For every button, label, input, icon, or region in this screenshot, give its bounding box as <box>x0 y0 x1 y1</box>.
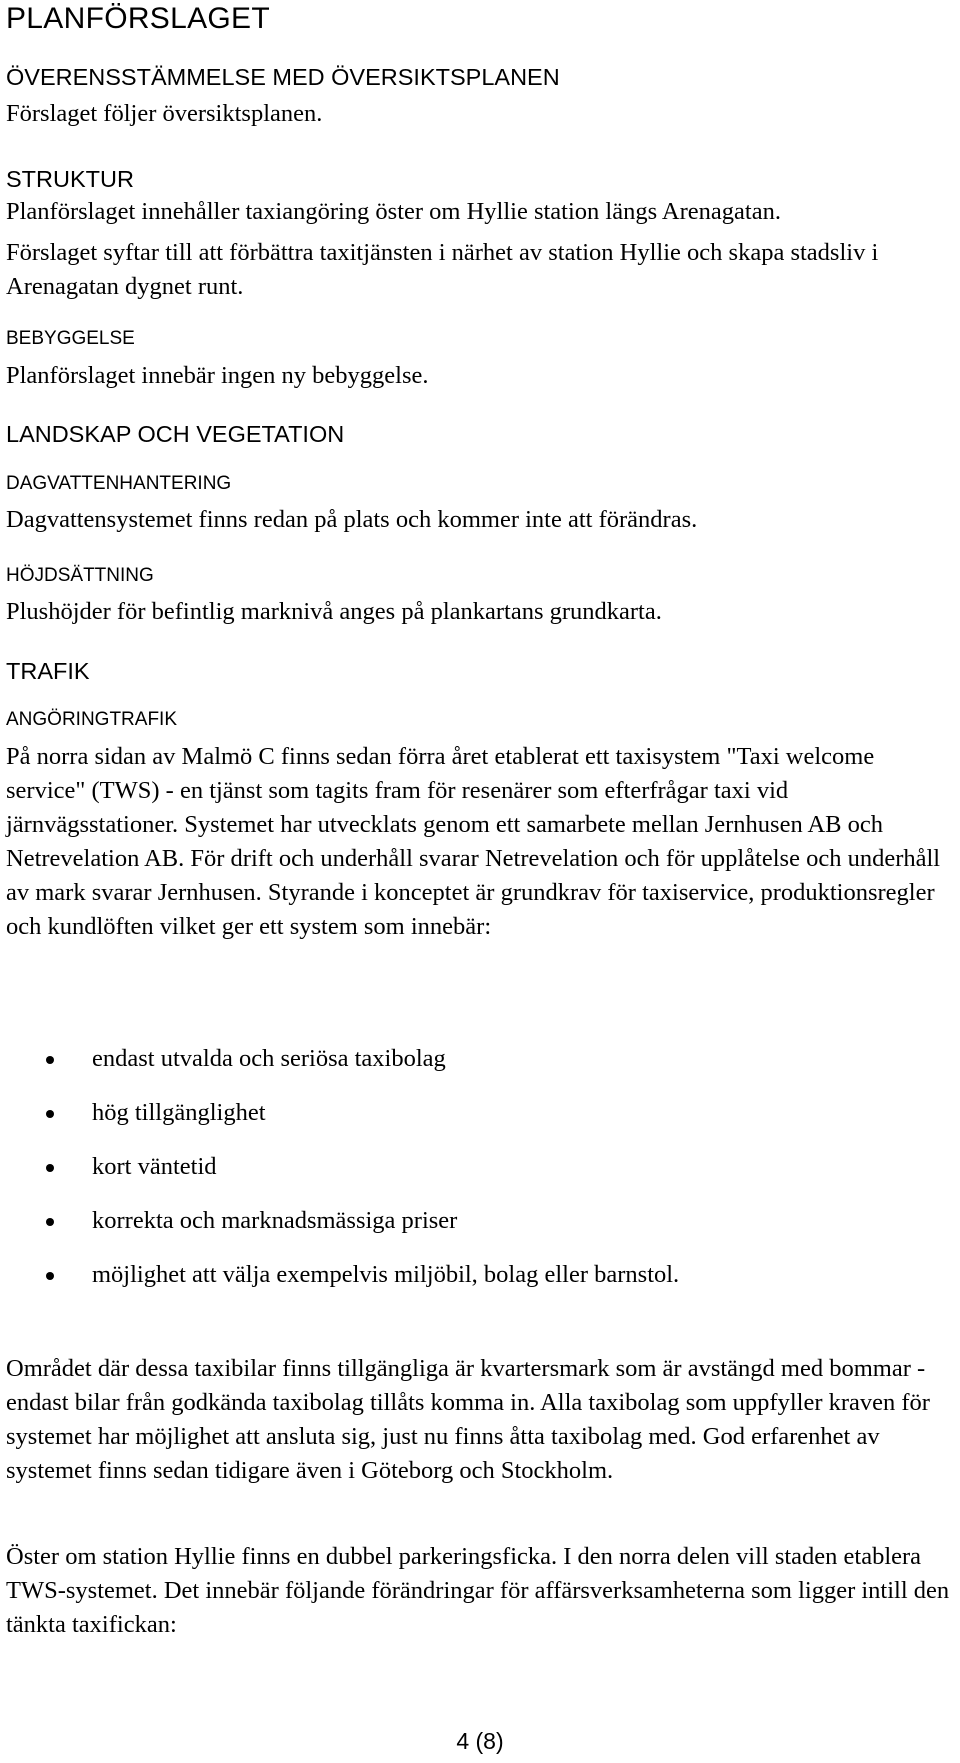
bullet-icon <box>46 1164 54 1172</box>
bullet-icon <box>46 1110 54 1118</box>
text-dagvatten: Dagvattensystemet finns redan på plats och kommer inte att förändras. <box>6 506 698 533</box>
heading-struktur: STRUKTUR <box>6 166 134 192</box>
page-number: 4 (8) <box>456 1728 504 1754</box>
heading-dagvatten: DAGVATTENHANTERING <box>6 473 232 494</box>
text-bebyggelse: Planförslaget innebär ingen ny bebyggelse. <box>6 362 429 389</box>
text-angoringtrafik: På norra sidan av Malmö C finns sedan förra året etablerat ett taxisystem "Taxi welcome service" (TWS) - en tjänst som tagits fram för resenärer som efterfrågar taxi vid järnvägsstationer. Systemet har utvecklats genom ett samarbete mellan Jernhusen AB och Netrevelation AB. För drift och underhåll svarar Netrevelation och för upplåtelse och underhåll av mark svarar Jernhusen. Styrande i konceptet är grundkrav för taxiservice, produktionsregler och kundlöften vilket ger ett system som innebär: <box>6 743 941 940</box>
text-oversiktsplan: Förslaget följer översiktsplanen. <box>6 100 323 127</box>
bullet-icon <box>46 1272 54 1280</box>
heading-oversiktsplan: ÖVERENSSTÄMMELSE MED ÖVERSIKTSPLANEN <box>6 64 560 90</box>
list-item: kort väntetid <box>0 1150 960 1204</box>
bullet-icon <box>46 1218 54 1226</box>
bullet-icon <box>46 1056 54 1064</box>
page-title: PLANFÖRSLAGET <box>6 2 270 35</box>
heading-angoringtrafik: ANGÖRINGTRAFIK <box>6 709 178 730</box>
heading-bebyggelse: BEBYGGELSE <box>6 328 135 349</box>
heading-hojdsattning: HÖJDSÄTTNING <box>6 565 154 586</box>
text-angoringtrafik-2: Området där dessa taxibilar finns tillgängliga är kvartersmark som är avstängd med bommar - endast bilar från godkända taxibolag tillåts komma in. Alla taxibolag som uppfyller kraven för systemet har möjlighet att ansluta sig, just nu finns åtta taxibolag med. God erfarenhet av systemet finns sedan tidigare även i Göteborg och Stockholm. <box>6 1355 930 1484</box>
list-item: hög tillgänglighet <box>0 1096 960 1150</box>
text-angoringtrafik-3: Öster om station Hyllie finns en dubbel parkeringsficka. I den norra delen vill staden etablera TWS-systemet. Det innebär följande förändringar för affärsverksamheterna som ligger intill den tänkta taxifickan: <box>6 1543 950 1638</box>
heading-landskap: LANDSKAP OCH VEGETATION <box>6 421 345 447</box>
list-item: endast utvalda och seriösa taxibolag <box>0 1042 960 1096</box>
bullet-list <box>0 1042 960 1312</box>
list-item: möjlighet att välja exempelvis miljöbil, bolag eller barnstol. <box>0 1258 960 1312</box>
text-hojdsattning: Plushöjder för befintlig marknivå anges på plankartans grundkarta. <box>6 598 662 625</box>
text-struktur-2: Förslaget syftar till att förbättra taxitjänsten i närhet av station Hyllie och skapa stadsliv i Arenagatan dygnet runt. <box>6 239 879 300</box>
heading-trafik: TRAFIK <box>6 658 90 684</box>
text-struktur-1: Planförslaget innehåller taxiangöring öster om Hyllie station längs Arenagatan. <box>6 198 781 225</box>
list-item: korrekta och marknadsmässiga priser <box>0 1204 960 1258</box>
